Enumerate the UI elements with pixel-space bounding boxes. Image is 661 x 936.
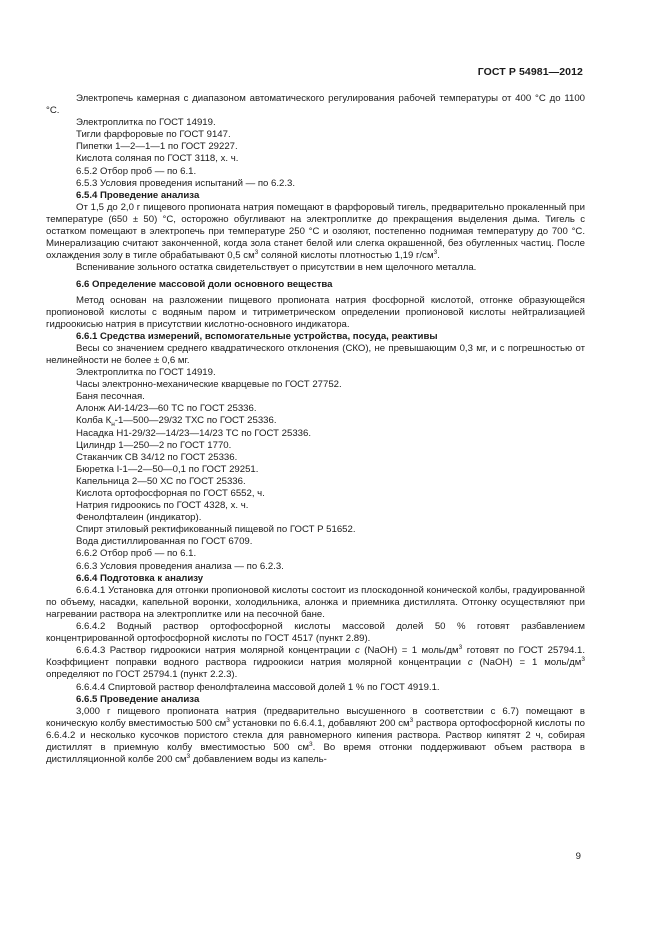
paragraph: Спирт этиловый ректификованный пищевой по ГОСТ Р 51652.	[76, 524, 356, 536]
paragraph	[46, 202, 585, 262]
superscript: 3	[254, 249, 259, 257]
paragraph: Фенолфталеин (индикатор).	[76, 512, 202, 524]
paragraph: 6.6.4.2 Водный раствор ортофосфорной кислоты массовой долей 50 % готовят разбавлением концентрированной ортофосфорной кислоты по ГОСТ 4517 (пункт 2.89).	[46, 621, 585, 645]
section-heading-text: 6.6.5 Проведение анализа	[76, 693, 200, 705]
superscript: 3	[458, 644, 463, 652]
paragraph: 6.6.4.1 Установка для отгонки пропионовой кислоты состоит из плоскодонной конической колбы, градуированной по объему, насадки, капельной воронки, холодильника, алонжа и приемника дистиллята. Отгонку осуществляют при нагревании раствора на электроплитке или на песочной бане.	[46, 584, 585, 620]
section-heading	[46, 331, 585, 343]
variable-c: c	[355, 645, 360, 657]
paragraph: Насадка Н1-29/32—14/23—14/23 ТС по ГОСТ 25336.	[76, 427, 311, 439]
paragraph: Кислота соляная по ГОСТ 3118, х. ч.	[76, 153, 239, 165]
section-heading-text: 6.6.4 Подготовка к анализу	[76, 572, 204, 584]
paragraph-text: добавлением воды из капель-	[190, 754, 327, 766]
paragraph-text: соляной кислоты плотностью 1,19 г/см	[258, 250, 434, 262]
paragraph	[46, 645, 585, 681]
paragraph: Электропечь камерная с диапазоном автоматического регулирования рабочей температуры от 400 °С до 1100 °С.	[46, 93, 585, 117]
section-heading-text: 6.5.4 Проведение анализа	[76, 189, 200, 201]
paragraph: Стаканчик СВ 34/12 по ГОСТ 25336.	[76, 451, 238, 463]
section-heading	[46, 279, 585, 291]
paragraph: Вспенивание зольного остатка свидетельствует о присутствии в нем щелочного металла.	[76, 262, 477, 274]
superscript: 3	[186, 752, 191, 760]
paragraph: Весы со значением среднего квадратического отклонения (СКО), не превышающим 0,3 мг, и с погрешностью от нелинейности не более ± 0,6 мг.	[46, 342, 585, 366]
superscript: 3	[581, 656, 585, 664]
paragraph	[46, 706, 585, 766]
superscript: 3	[226, 716, 230, 724]
paragraph-text: раствора ортофосфорной кислоты по 6.6.4.2 и несколько кусочков пористого стекла для равномерного кипения раствора. Раствор кипятят 2 ч, собирая дистиллят в приемную колбу вместимостью 500 см	[46, 717, 585, 753]
section-heading-text: 6.6 Определение массовой доли основного вещества	[76, 279, 333, 291]
section-heading-text: 6.6.1 Средства измерений, вспомогательные устройства, посуда, реактивы	[76, 330, 438, 342]
paragraph-text: (NaOH) = 1 моль/дм	[359, 645, 459, 657]
superscript: 3	[433, 249, 438, 257]
paragraph: Вода дистиллированная по ГОСТ 6709.	[76, 536, 253, 548]
paragraph: Алонж АИ-14/23—60 ТС по ГОСТ 25336.	[76, 403, 257, 415]
document-body	[46, 93, 585, 766]
page-number: 9	[575, 851, 581, 862]
paragraph: Капельница 2—50 ХС по ГОСТ 25336.	[76, 475, 246, 487]
paragraph: Натрия гидроокись по ГОСТ 4328, х. ч.	[76, 500, 249, 512]
paragraph: Пипетки 1—2—1—1 по ГОСТ 29227.	[76, 141, 238, 153]
paragraph-text: Колба К	[76, 415, 112, 427]
paragraph: 6.5.2 Отбор проб — по 6.1.	[76, 165, 197, 177]
paragraph-text: (NaOH) = 1 моль/дм	[472, 657, 582, 669]
section-heading	[46, 573, 585, 585]
document-header: ГОСТ Р 54981—2012	[477, 66, 583, 78]
paragraph-text: определяют по ГОСТ 25794.1 (пункт 2.2.3).	[46, 669, 238, 681]
paragraph-text: .	[437, 250, 440, 262]
section-heading	[46, 694, 585, 706]
subscript: н	[111, 421, 115, 429]
paragraph: Кислота ортофосфорная по ГОСТ 6552, ч.	[76, 488, 265, 499]
paragraph-text: 3,000 г пищевого пропионата натрия (предварительно высушенного в соответствии с 6.7) помещают в коническую колбу вместимостью 500 см	[46, 705, 585, 729]
paragraph-text: От 1,5 до 2,0 г пищевого пропионата натрия помещают в фарфоровый тигель, предварительно прокаленный при температуре (650 ± 50) °С, осторожно обугливают на электроплитке до прекращения выделения дыма. Тигель с остатком помещают в электропечь при температуре 250 °С и озоляют, постепенно поднимая температуру до 700 °С. Минерализацию считают законченной, когда зола станет белой или слегка окрашенной, без обугленных частиц. После охлаждения золу в тигле обрабатывают 0,5 см	[46, 201, 585, 262]
paragraph-text: . Во время отгонки поддерживают объем раствора в дистилляционной колбе 200 см	[46, 741, 585, 766]
superscript: 3	[308, 740, 313, 748]
paragraph: 6.6.2 Отбор проб — по 6.1.	[76, 548, 197, 560]
paragraph-text: -1—500—29/32 ТХС по ГОСТ 25336.	[114, 415, 277, 427]
section-heading	[46, 190, 585, 202]
paragraph: Баня песочная.	[76, 391, 145, 403]
paragraph: 6.6.4.4 Спиртовой раствор фенолфталеина массовой долей 1 % по ГОСТ 4919.1.	[76, 681, 440, 693]
paragraph: Тигли фарфоровые по ГОСТ 9147.	[76, 129, 231, 141]
variable-c: c	[467, 657, 473, 669]
paragraph: Часы электронно-механические кварцевые по ГОСТ 27752.	[76, 379, 342, 391]
paragraph: Бюретка I-1—2—50—0,1 по ГОСТ 29251.	[76, 463, 259, 475]
paragraph: 6.6.3 Условия проведения анализа — по 6.2.3.	[76, 560, 284, 572]
paragraph: Метод основан на разложении пищевого пропионата натрия фосфорной кислотой, отгонке образующейся пропионовой кислоты с водяным паром и титриметрическом определении пропионовой кислоты нейтрализацией гидроокисью натрия в присутствии кислотно-основного индикатора.	[46, 294, 585, 330]
paragraph: Цилиндр 1—250—2 по ГОСТ 1770.	[76, 439, 232, 451]
paragraph-text: 6.6.4.3 Раствор гидроокиси натрия молярной концентрации	[76, 645, 356, 657]
paragraph-text: установки по 6.6.4.1, добавляют 200 см	[229, 717, 410, 729]
paragraph-text: готовят по ГОСТ 25794.1. Коэффициент поправки водного раствора гидроокиси натрия молярной концентрации	[46, 645, 586, 669]
superscript: 3	[409, 716, 414, 724]
paragraph: Электроплитка по ГОСТ 14919.	[76, 117, 216, 129]
paragraph	[46, 415, 585, 427]
paragraph: 6.5.3 Условия проведения испытаний — по 6.2.3.	[76, 177, 296, 189]
paragraph: Электроплитка по ГОСТ 14919.	[76, 367, 216, 379]
